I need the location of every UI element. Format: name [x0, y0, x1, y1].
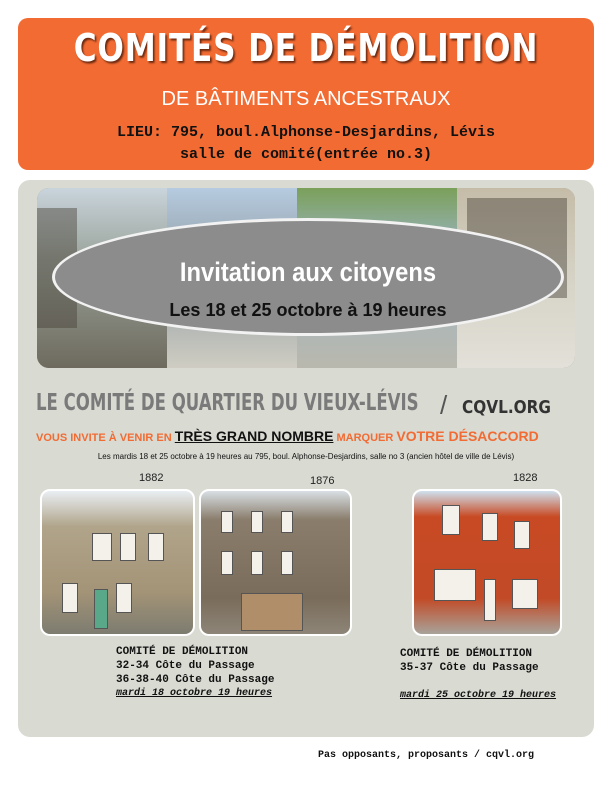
caption-1-heading: COMITÉ DE DÉMOLITION: [116, 646, 249, 658]
call-to-action: [36, 428, 539, 444]
building-photo-1828: [412, 489, 562, 636]
location-line-1: LIEU: 795, boul.Alphonse-Desjardins, Lévis: [116, 124, 496, 141]
location-line-2: salle de comité(entrée no.3): [179, 146, 433, 163]
page-subtitle: DE BÂTIMENTS ANCESTRAUX: [161, 88, 451, 110]
building-photo-1876: [199, 489, 352, 636]
caption-1-address-1: 32-34 Côte du Passage: [116, 660, 255, 672]
header-banner: [18, 18, 594, 170]
organization-name: LE COMITÉ DE QUARTIER DU VIEUX-LÉVIS: [36, 390, 419, 416]
org-separator: /: [440, 390, 448, 420]
caption-2-heading: COMITÉ DE DÉMOLITION: [400, 648, 533, 660]
footer-slogan: Pas opposants, proposants / cqvl.org: [318, 750, 535, 761]
building-year-3: 1828: [513, 472, 538, 484]
call-text-1: VOUS INVITE À VENIR EN: [36, 432, 172, 444]
caption-1-address-2: 36-38-40 Côte du Passage: [116, 674, 275, 686]
call-emphasis: TRÈS GRAND NOMBRE: [174, 428, 334, 444]
page-title: COMITÉS DE DÉMOLITION: [73, 26, 539, 70]
meeting-details: Les mardis 18 et 25 octobre à 19 heures au 795, boul. Alphonse-Desjardins, salle no 3 (ancien hôtel de ville de Lévis): [97, 452, 515, 461]
call-text-3: VOTRE DÉSACCORD: [396, 428, 539, 444]
caption-2-date: mardi 25 octobre 19 heures: [400, 690, 557, 701]
building-year-1: 1882: [139, 472, 164, 484]
invitation-heading: Invitation aux citoyens: [179, 257, 437, 287]
organization-website: CQVL.ORG: [462, 397, 551, 418]
caption-first-meeting: [116, 645, 274, 701]
building-photo-1882: [40, 489, 195, 636]
caption-1-date: mardi 18 octobre 19 heures: [116, 688, 273, 699]
invitation-dates: Les 18 et 25 octobre à 19 heures: [169, 300, 447, 320]
caption-2-address: 35-37 Côte du Passage: [400, 662, 539, 674]
building-year-2: 1876: [310, 475, 335, 487]
call-text-2: MARQUER: [336, 432, 394, 444]
caption-second-meeting: [400, 647, 556, 703]
